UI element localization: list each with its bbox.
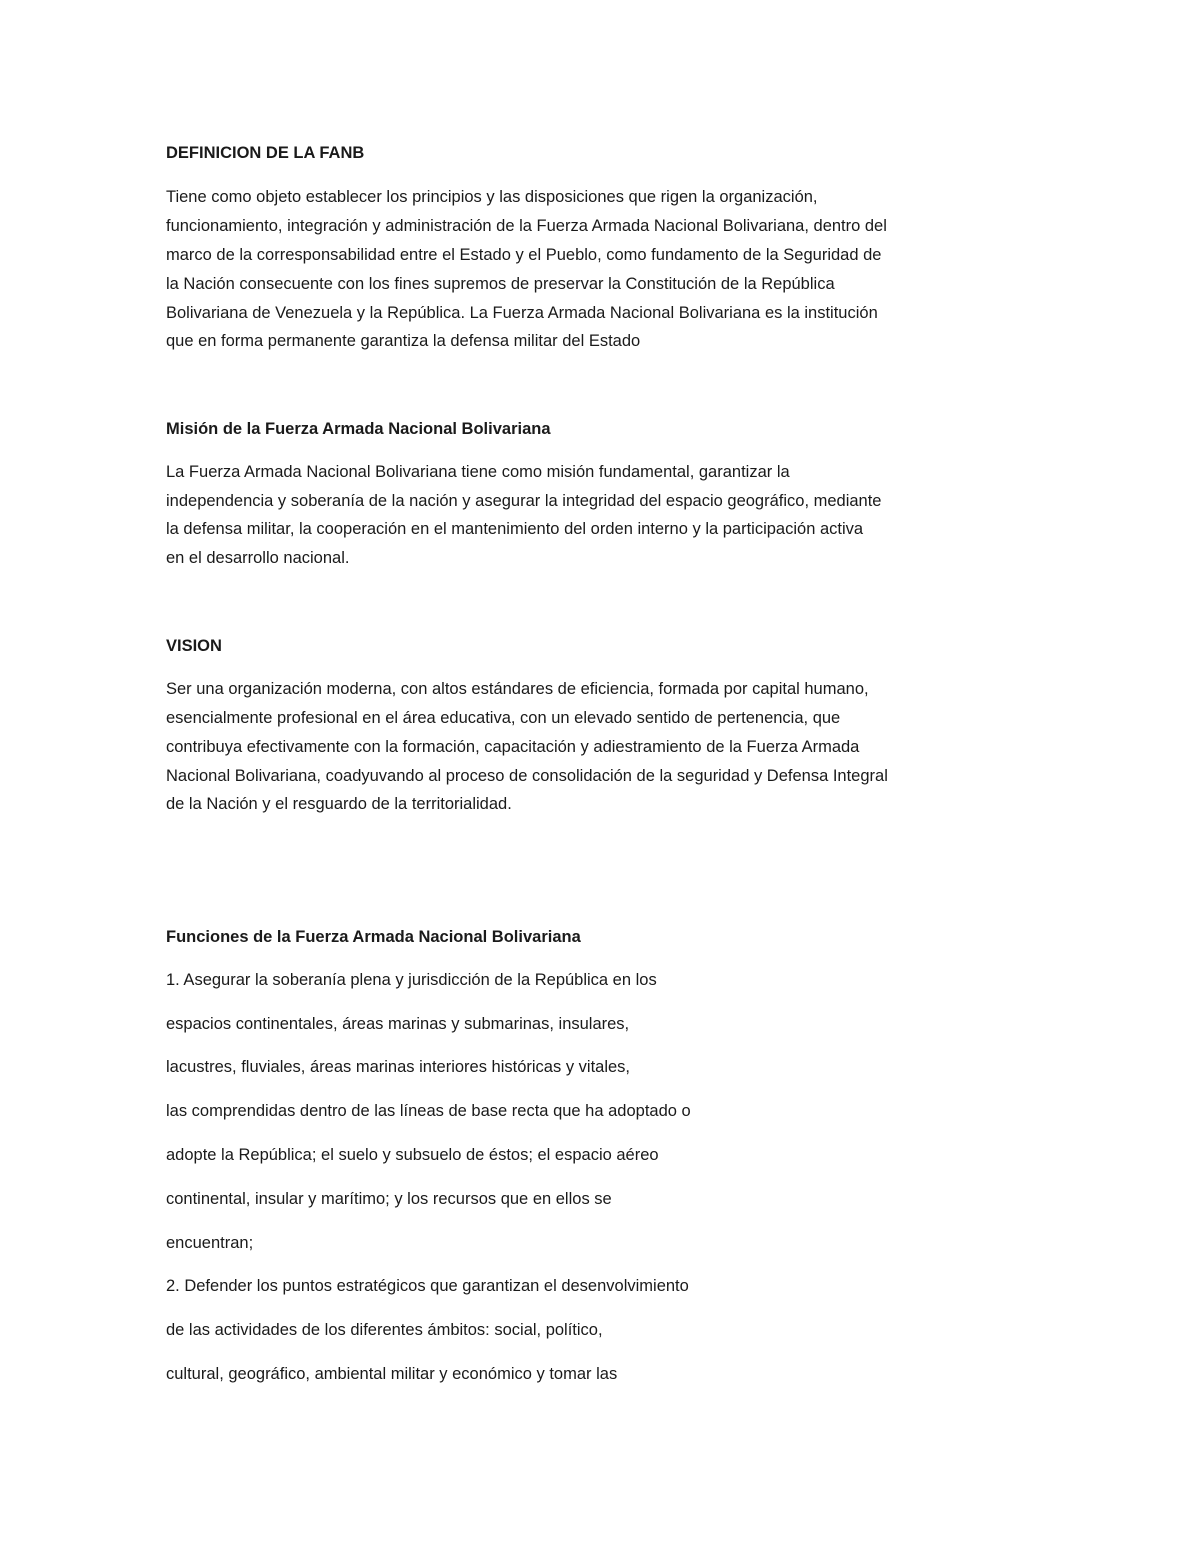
paragraph-line: lacustres, fluviales, áreas marinas interiores históricas y vitales, xyxy=(166,1058,631,1076)
paragraph-line: Nacional Bolivariana, coadyuvando al proceso de consolidación de la seguridad y Defensa Integral xyxy=(166,767,888,785)
paragraph-line: contribuya efectivamente con la formación, capacitación y adiestramiento de la Fuerza Armada xyxy=(166,738,860,756)
paragraph-line: espacios continentales, áreas marinas y submarinas, insulares, xyxy=(166,1015,630,1033)
paragraph-line: marco de la corresponsabilidad entre el Estado y el Pueblo, como fundamento de la Seguridad de xyxy=(166,246,882,264)
paragraph-line: de la Nación y el resguardo de la territorialidad. xyxy=(166,795,512,813)
paragraph-line: Bolivariana de Venezuela y la República. La Fuerza Armada Nacional Bolivariana es la institución xyxy=(166,304,878,322)
paragraph-line: 1. Asegurar la soberanía plena y jurisdicción de la República en los xyxy=(166,971,657,989)
paragraph-line: de las actividades de los diferentes ámbitos: social, político, xyxy=(166,1321,603,1339)
paragraph-line: encuentran; xyxy=(166,1234,254,1252)
section-heading-vision: VISION xyxy=(166,637,222,655)
paragraph-line: las comprendidas dentro de las líneas de base recta que ha adoptado o xyxy=(166,1102,691,1120)
paragraph-line: que en forma permanente garantiza la defensa militar del Estado xyxy=(166,332,641,350)
paragraph-line: adopte la República; el suelo y subsuelo de éstos; el espacio aéreo xyxy=(166,1146,659,1164)
paragraph-line: funcionamiento, integración y administración de la Fuerza Armada Nacional Bolivariana, dentro del xyxy=(166,217,887,235)
paragraph-line: independencia y soberanía de la nación y asegurar la integridad del espacio geográfico, mediante xyxy=(166,492,882,510)
paragraph-line: Tiene como objeto establecer los principios y las disposiciones que rigen la organización, xyxy=(166,188,818,206)
paragraph-line: la Nación consecuente con los fines supremos de preservar la Constitución de la República xyxy=(166,275,835,293)
paragraph-line: en el desarrollo nacional. xyxy=(166,549,350,567)
paragraph-line: Ser una organización moderna, con altos estándares de eficiencia, formada por capital humano, xyxy=(166,680,869,698)
paragraph-line: esencialmente profesional en el área educativa, con un elevado sentido de pertenencia, que xyxy=(166,709,841,727)
paragraph-line: cultural, geográfico, ambiental militar y económico y tomar las xyxy=(166,1365,618,1383)
section-heading-funciones: Funciones de la Fuerza Armada Nacional Bolivariana xyxy=(166,928,581,946)
paragraph-line: La Fuerza Armada Nacional Bolivariana tiene como misión fundamental, garantizar la xyxy=(166,463,790,481)
paragraph-line: 2. Defender los puntos estratégicos que garantizan el desenvolvimiento xyxy=(166,1277,689,1295)
paragraph-line: continental, insular y marítimo; y los recursos que en ellos se xyxy=(166,1190,612,1208)
section-heading-mision: Misión de la Fuerza Armada Nacional Bolivariana xyxy=(166,420,551,438)
paragraph-line: la defensa militar, la cooperación en el mantenimiento del orden interno y la participación activa xyxy=(166,520,864,538)
section-heading-definicion: DEFINICION DE LA FANB xyxy=(166,144,365,162)
